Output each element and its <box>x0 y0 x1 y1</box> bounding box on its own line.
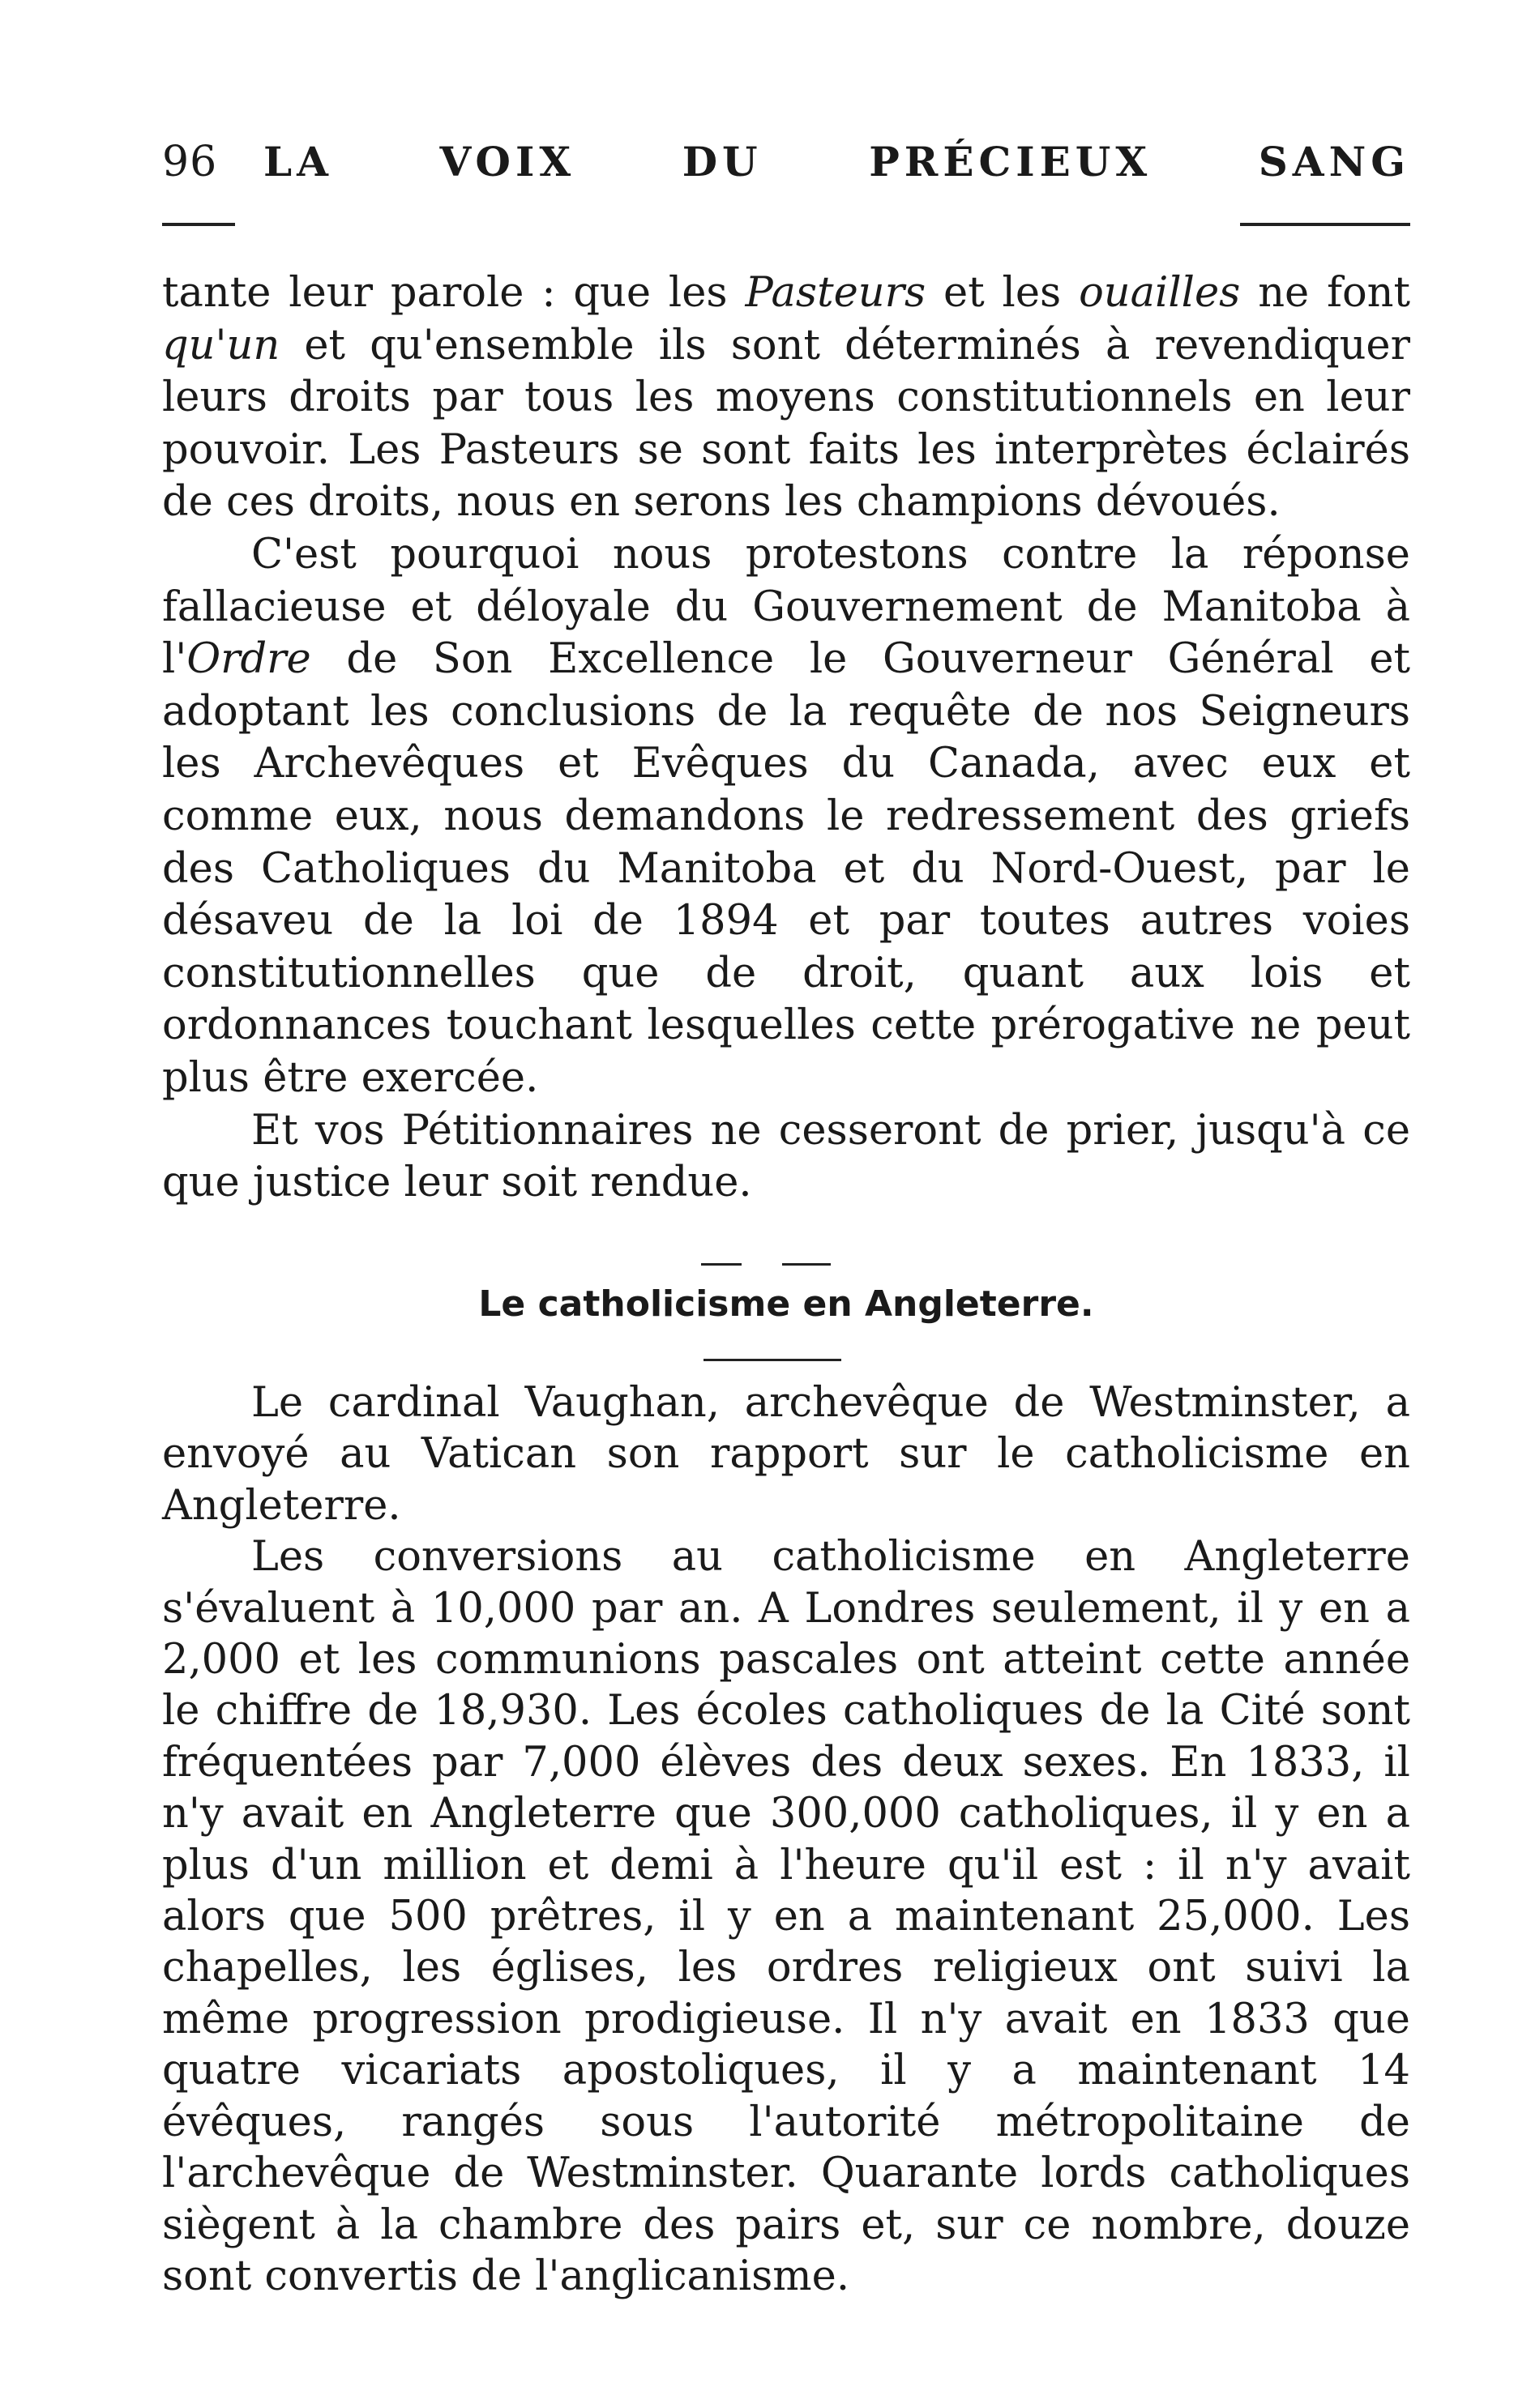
text-run: et les <box>926 269 1080 317</box>
text-run: de Son Excellence le Gouverneur Général et adoptant les conclusions de la requête de nos Seigneurs les Archevêques et Evêques du Canada, avec eux et comme eux, nous demandons le redressement des griefs des Catholiques du Manitoba et du Nord-Ouest, par le désaveu de la loi de 1894 et par toutes autres voies constitutionnelles que de droit, quant aux lois et ordonnances touchant lesquelles cette prérogative ne peut plus être exercée. <box>162 635 1410 1102</box>
separator-dash-left <box>701 1263 742 1266</box>
header-rule-left <box>162 223 235 226</box>
paragraph <box>162 267 1410 529</box>
section-title: Le catholicisme en Angleterre. <box>478 1283 1094 1325</box>
text-run: Le cardinal Vaughan, archevêque de Westminster, a envoyé au Vatican son rapport sur le catholicisme en Angleterre. <box>162 1379 1410 1530</box>
text-run: C'est pourquoi nous protestons contre la réponse fallacieuse et déloyale du Gouvernement de Manitoba à l' <box>162 530 1410 684</box>
separator-dash-right <box>782 1263 831 1266</box>
body-text-lower <box>162 1377 1410 2302</box>
text-run: Et vos Pétitionnaires ne cesseront de prier, jusqu'à ce que justice leur soit rendue. <box>162 1106 1410 1207</box>
italic-text: Ordre <box>186 635 311 684</box>
running-head: LA VOIX DU PRÉCIEUX SANG <box>263 138 1410 186</box>
text-run: Les conversions au catholicisme en Angleterre s'évaluent à 10,000 par an. A Londres seulement, il y en a 2,000 et les communions pascales ont atteint cette année le chiffre de 18,930. Les écoles catholiques de la Cité sont fréquentées par 7,000 élèves des deux sexes. En 1833, il n'y avait en Angleterre que 300,000 catholiques, il y en a plus d'un million et demi à l'heure qu'il est : il n'y avait alors que 500 prêtres, il y en a maintenant 25,000. Les chapelles, les églises, les ordres religieux ont suivi la même progression prodigieuse. Il n'y avait en 1833 que quatre vicariats apostoliques, il y a maintenant 14 évêques, rangés sous l'autorité métropolitaine de l'archevêque de Westminster. Quarante lords catholiques siègent à la chambre des pairs et, sur ce nombre, douze sont convertis de l'anglicanisme. <box>162 1533 1410 2300</box>
paragraph <box>162 1377 1410 1531</box>
title-underline <box>703 1359 841 1361</box>
italic-text: qu'un <box>162 321 280 369</box>
italic-text: ouailles <box>1079 269 1241 317</box>
italic-text: Pasteurs <box>745 269 926 317</box>
paragraph <box>162 529 1410 1105</box>
paragraph <box>162 1105 1410 1210</box>
body-text-upper <box>162 267 1410 1210</box>
header-rule-right <box>1240 223 1410 226</box>
text-run: ne font <box>1240 269 1411 317</box>
page-number: 96 <box>162 138 218 186</box>
text-run: tante leur parole : que les <box>162 269 746 317</box>
text-run: et qu'ensemble ils sont déterminés à revendiquer leurs droits par tous les moyens constitutionnels en leur pouvoir. Les Pasteurs se sont faits les interprètes éclairés de ces droits, nous en serons les champions dévoués. <box>162 321 1410 527</box>
page-header <box>162 130 1410 194</box>
paragraph <box>162 1531 1410 2302</box>
